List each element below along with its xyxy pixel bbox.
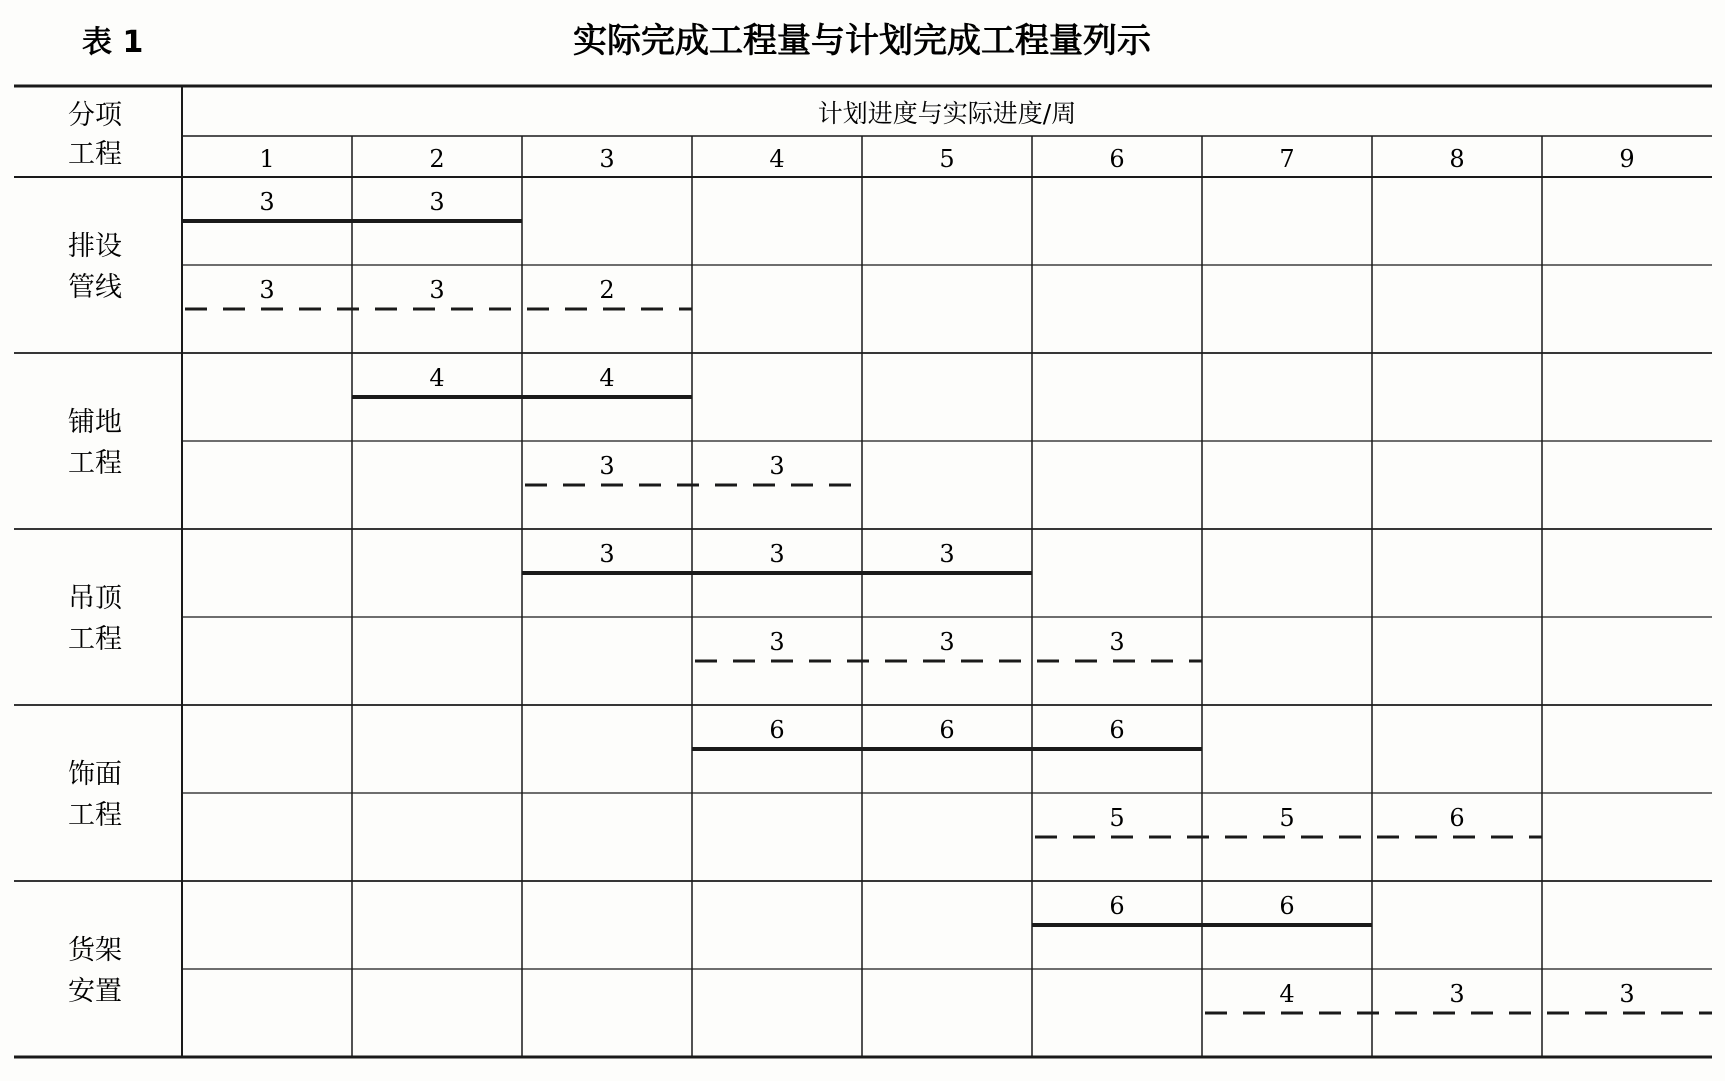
actual-value-label: 6: [1449, 804, 1465, 832]
task-name-line1: 货架: [68, 935, 122, 966]
task-name-line2: 管线: [68, 272, 122, 303]
actual-value-label: 5: [1109, 804, 1125, 832]
task-name-line1: 铺地: [68, 407, 122, 438]
plan-value-label: 3: [429, 188, 445, 216]
actual-value-label: 3: [1449, 980, 1465, 1008]
plan-value-label: 3: [259, 188, 275, 216]
week-header-8: 8: [1449, 145, 1465, 173]
week-header-3: 3: [599, 145, 615, 173]
actual-value-label: 2: [599, 276, 615, 304]
plan-value-label: 6: [939, 716, 955, 744]
actual-value-label: 3: [429, 276, 445, 304]
actual-value-label: 3: [939, 628, 955, 656]
actual-value-label: 5: [1279, 804, 1295, 832]
actual-value-label: 3: [1619, 980, 1635, 1008]
week-header-2: 2: [429, 145, 445, 173]
task-name-line2: 工程: [68, 800, 122, 831]
task-name-line2: 工程: [68, 448, 122, 479]
task-name-line2: 工程: [68, 624, 122, 655]
actual-value-label: 3: [599, 452, 615, 480]
plan-value-label: 6: [769, 716, 785, 744]
row-header-line2: 工程: [68, 139, 122, 170]
plan-value-label: 6: [1279, 892, 1295, 920]
task-name-line1: 排设: [68, 231, 122, 262]
week-header-7: 7: [1279, 145, 1295, 173]
week-header-6: 6: [1109, 145, 1125, 173]
week-header-9: 9: [1619, 145, 1635, 173]
row-header-line1: 分项: [68, 100, 122, 131]
task-name-line1: 吊顶: [68, 583, 122, 614]
week-header-5: 5: [939, 145, 955, 173]
actual-value-label: 3: [259, 276, 275, 304]
task-name-line1: 饰面: [68, 759, 122, 790]
task-name-line2: 安置: [68, 976, 122, 1007]
week-header-1: 1: [259, 145, 275, 173]
actual-value-label: 3: [1109, 628, 1125, 656]
actual-value-label: 4: [1279, 980, 1295, 1008]
plan-value-label: 6: [1109, 716, 1125, 744]
week-header-4: 4: [769, 145, 785, 173]
caption-label: 表 1: [82, 25, 144, 60]
plan-value-label: 3: [769, 540, 785, 568]
plan-value-label: 6: [1109, 892, 1125, 920]
actual-value-label: 3: [769, 452, 785, 480]
plan-value-label: 3: [939, 540, 955, 568]
plan-value-label: 3: [599, 540, 615, 568]
actual-value-label: 3: [769, 628, 785, 656]
plan-value-label: 4: [429, 364, 445, 392]
table-title: 实际完成工程量与计划完成工程量列示: [573, 21, 1151, 61]
plan-value-label: 4: [599, 364, 615, 392]
span-header: 计划进度与实际进度/周: [817, 99, 1077, 128]
